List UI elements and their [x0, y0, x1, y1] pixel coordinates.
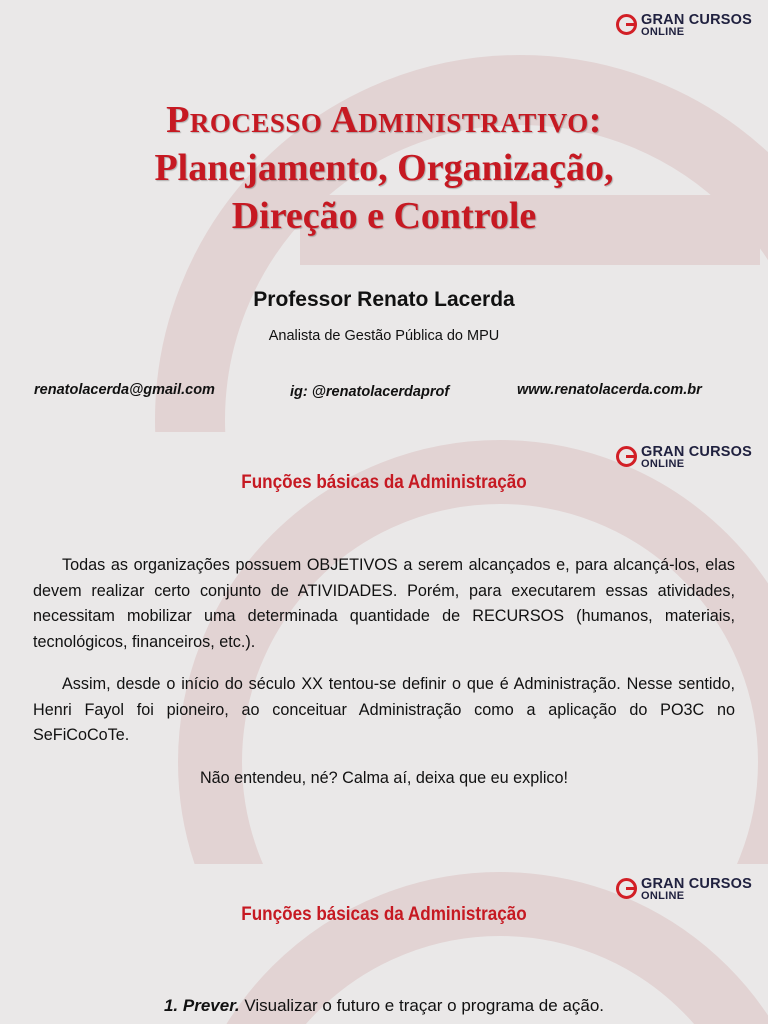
logo-text: GRAN CURSOS [641, 876, 752, 892]
gran-cursos-logo [616, 12, 750, 42]
instagram-handle[interactable]: ig: @renatolacerdaprof [290, 384, 450, 400]
body-text [33, 553, 735, 808]
item-text: Visualizar o futuro e traçar o programa de ação. [239, 996, 605, 1015]
email-link[interactable]: renatolacerda@gmail.com [34, 382, 215, 398]
section-heading: Funções básicas da Administração [241, 904, 527, 925]
section-heading: Funções básicas da Administração [241, 472, 527, 493]
title-line-1: Processo Administrativo: [166, 99, 602, 141]
professor-name: Professor Renato Lacerda [253, 288, 515, 311]
gran-logo-icon [616, 446, 637, 467]
paragraph: Não entendeu, né? Calma aí, deixa que eu explico! [199, 768, 569, 787]
gran-logo-icon [616, 14, 637, 35]
item-label: 1. Prever. [163, 996, 240, 1015]
page-title [0, 96, 768, 240]
list-item [0, 996, 768, 1016]
logo-subtext: ONLINE [641, 890, 685, 902]
paragraph: Assim, desde o início do século XX tentou-se definir o que é Administração. Nesse sentido, Henri Fayol foi pioneiro, ao conceituar Administração como a aplicação do PO3C no SeFiCoCoTe. [33, 675, 735, 744]
title-line-3: Direção e Controle [231, 195, 537, 237]
logo-subtext: ONLINE [641, 458, 685, 470]
slide-title [0, 0, 768, 432]
slide-content-2 [0, 864, 768, 1024]
website-link[interactable]: www.renatolacerda.com.br [517, 382, 702, 398]
logo-text: GRAN CURSOS [641, 12, 752, 28]
paragraph: Todas as organizações possuem OBJETIVOS a serem alcançados e, para alcançá-los, elas devem realizar certo conjunto de ATIVIDADES. Porém, para executarem essas atividades, necessitam mobilizar uma determinada quantidade de RECURSOS (humanos, materiais, tecnológicos, financeiros, etc.). [33, 556, 735, 651]
gran-logo-icon [616, 878, 637, 899]
logo-subtext: ONLINE [641, 26, 685, 38]
slide-content-1 [0, 432, 768, 864]
professor-role: Analista de Gestão Pública do MPU [268, 328, 500, 344]
gran-cursos-logo [616, 444, 750, 474]
title-line-2: Planejamento, Organização, [154, 147, 614, 189]
gran-cursos-logo [616, 876, 750, 906]
logo-text: GRAN CURSOS [641, 444, 752, 460]
